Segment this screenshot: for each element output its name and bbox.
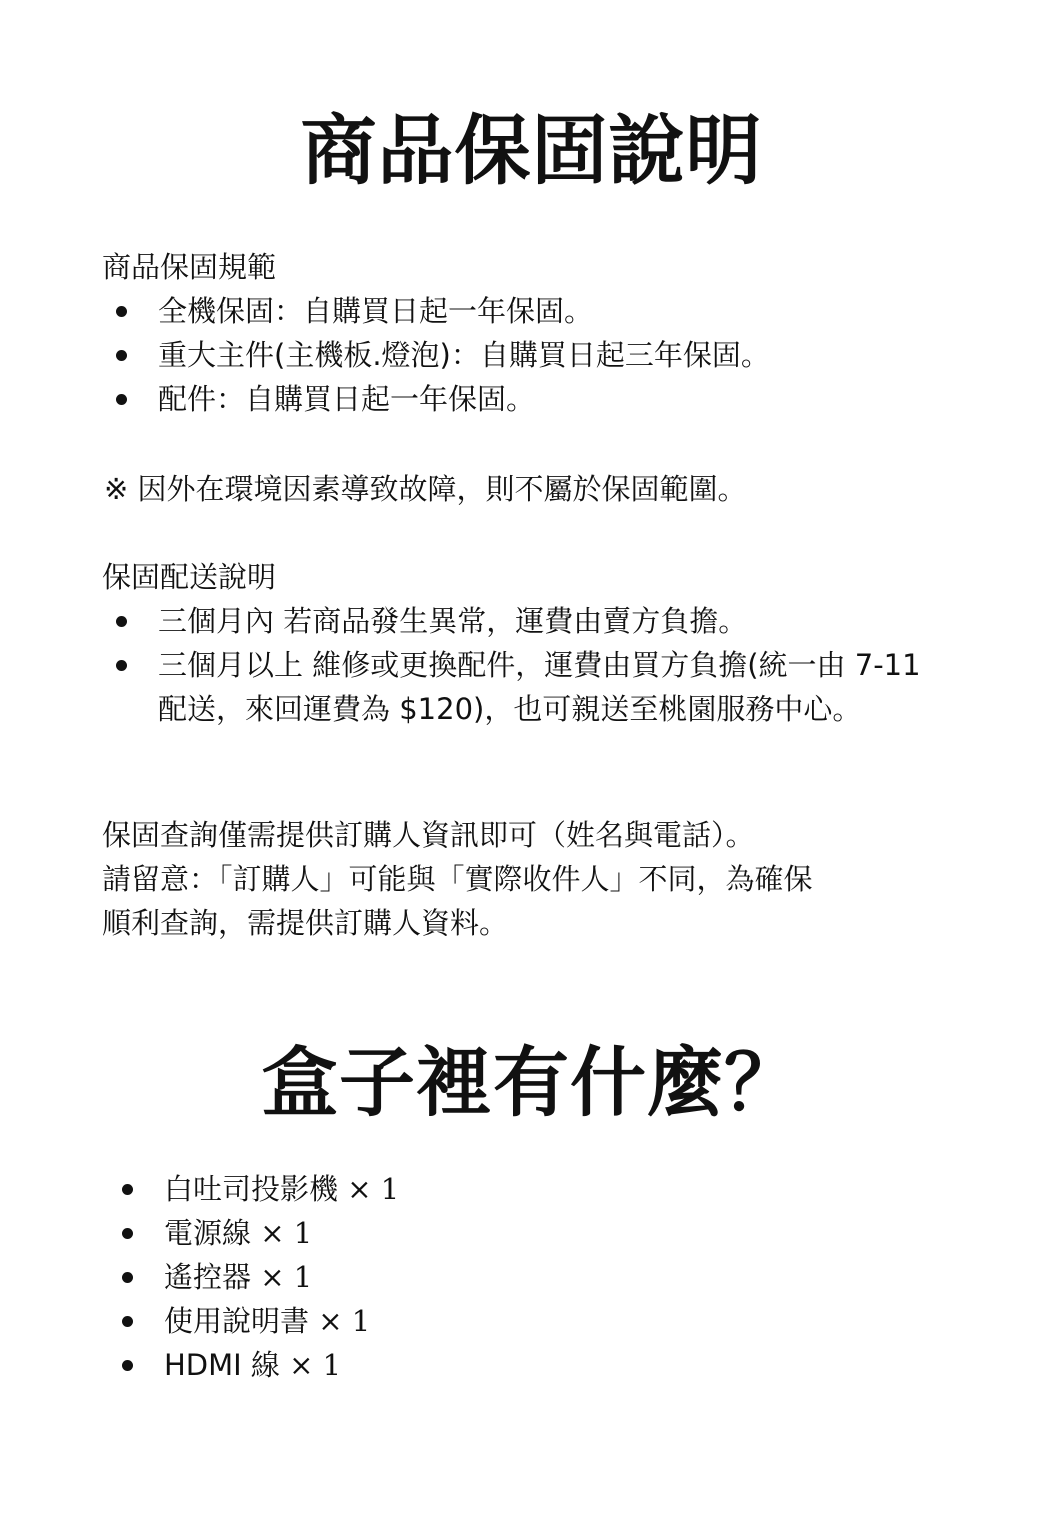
item-qty: × 1 [260,1260,313,1294]
bullet-icon [116,306,127,317]
item-qty: × 1 [289,1348,342,1382]
box-title: 盒子裡有什麼？ [262,1038,801,1127]
box-contents-section [108,1167,988,1387]
item-qty: × 1 [347,1172,400,1206]
list-item [108,1211,988,1255]
query-line: 請留意：「訂購人」可能與「實際收件人」不同，為確保 [102,862,813,896]
shipping-section [102,555,982,731]
list-item [108,1299,988,1343]
bullet-icon [116,350,127,361]
list-item [102,643,958,731]
warranty-spec-list [102,289,982,421]
item-name: 電源線 [164,1216,252,1250]
query-section [102,813,982,945]
bullet-icon [122,1316,133,1327]
list-item-text: 三個月內 若商品發生異常，運費由賣方負擔。 [158,604,748,638]
warranty-note [104,467,984,511]
query-line: 保固查詢僅需提供訂購人資訊即可（姓名與電話）。 [102,818,755,852]
item-name: 使用說明書 [164,1304,310,1338]
bullet-icon [122,1228,133,1239]
warranty-spec-section [102,245,982,421]
shipping-list [102,599,982,731]
item-name: 遙控器 [164,1260,252,1294]
item-name: 白吐司投影機 [164,1172,339,1206]
warranty-note-text: ※ 因外在環境因素導致故障，則不屬於保固範圍。 [104,472,747,506]
item-name: HDMI 線 [164,1348,280,1382]
warranty-title: 商品保固說明 [300,106,763,195]
warranty-spec-heading: 商品保固規範 [102,250,277,284]
item-qty: × 1 [260,1216,313,1250]
query-line: 順利查詢，需提供訂購人資料。 [102,906,509,940]
list-item [108,1255,988,1299]
bullet-icon [122,1360,133,1371]
list-item-text: 三個月以上 維修或更換配件，運費由買方負擔(統一由 7-11 配送，來回運費為 $120)，也可親送至桃園服務中心。 [158,648,921,726]
bullet-icon [116,660,127,671]
list-item [108,1343,988,1387]
item-qty: × 1 [318,1304,371,1338]
list-item [102,289,982,333]
list-item-text: 配件：自購買日起一年保固。 [158,382,536,416]
list-item-text: 重大主件(主機板.燈泡)：自購買日起三年保固。 [158,338,770,372]
bullet-icon [116,394,127,405]
bullet-icon [116,616,127,627]
list-item [102,599,958,643]
list-item [102,377,982,421]
list-item-text: 全機保固：自購買日起一年保固。 [158,294,594,328]
box-contents-list [108,1167,988,1387]
list-item [102,333,982,377]
list-item [108,1167,988,1211]
shipping-heading: 保固配送說明 [102,560,277,594]
bullet-icon [122,1272,133,1283]
bullet-icon [122,1184,133,1195]
